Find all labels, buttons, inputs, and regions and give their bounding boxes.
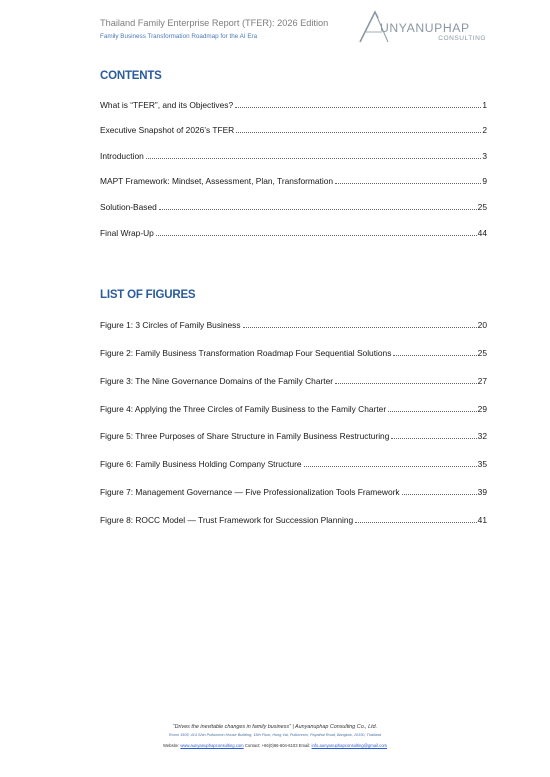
toc-entry-label: Introduction bbox=[100, 150, 144, 161]
figure-entry[interactable] bbox=[100, 330, 487, 358]
figure-entry-label: Figure 5: Three Purposes of Share Structure in Family Business Restructuring bbox=[100, 431, 390, 442]
figure-entry-page-number: 32 bbox=[477, 431, 487, 442]
toc-entry-label: MAPT Framework: Mindset, Assessment, Plan, Transformation bbox=[100, 176, 334, 187]
dot-leader bbox=[146, 158, 482, 159]
company-logo bbox=[358, 10, 490, 44]
figure-entry-page-number: 35 bbox=[477, 459, 487, 470]
toc-entry-page-number: 3 bbox=[482, 150, 487, 161]
dot-leader bbox=[391, 438, 476, 439]
figures-heading: LIST OF FIGURES bbox=[100, 289, 196, 301]
dot-leader bbox=[236, 132, 481, 133]
footer-website-label: Website: bbox=[162, 743, 180, 748]
report-title: Thailand Family Enterprise Report (TFER): 2026 Edition bbox=[100, 18, 329, 28]
figure-entry[interactable] bbox=[100, 414, 487, 442]
figure-entry-label: Figure 4: Applying the Three Circles of Family Business to the Family Charter bbox=[100, 403, 387, 414]
toc-entry[interactable] bbox=[100, 135, 487, 161]
figure-entry-label: Figure 8: ROCC Model — Trust Framework for Succession Planning bbox=[100, 515, 354, 526]
figure-entry-label: Figure 3: The Nine Governance Domains of the Family Charter bbox=[100, 375, 334, 386]
toc-entry-page-number: 25 bbox=[477, 201, 487, 212]
dot-leader bbox=[402, 494, 477, 495]
figure-entry[interactable] bbox=[100, 302, 487, 330]
figure-entry-page-number: 29 bbox=[477, 403, 487, 414]
figure-entry[interactable] bbox=[100, 386, 487, 414]
figure-entry[interactable] bbox=[100, 497, 487, 525]
figure-entry-label: Figure 1: 3 Circles of Family Business bbox=[100, 319, 241, 330]
figure-entry-label: Figure 6: Family Business Holding Company Structure bbox=[100, 459, 302, 470]
toc-entry-label: Executive Snapshot of 2026’s TFER bbox=[100, 125, 235, 136]
dot-leader bbox=[388, 411, 477, 412]
toc-entry[interactable] bbox=[100, 212, 487, 238]
toc-entry[interactable] bbox=[100, 161, 487, 187]
contents-heading: CONTENTS bbox=[100, 70, 162, 82]
dot-leader bbox=[156, 235, 477, 236]
logo-wordmark: UNYANUPHAP bbox=[380, 21, 470, 35]
figure-entry-page-number: 41 bbox=[477, 515, 487, 526]
footer-website-link[interactable]: www.aunyanuphapconsulting.com bbox=[180, 743, 244, 748]
footer-email-link[interactable]: info.aunyanuphapconsulting@gmail.com bbox=[311, 743, 388, 748]
figure-entry-page-number: 39 bbox=[477, 487, 487, 498]
contents-list bbox=[100, 84, 487, 238]
footer-contact-text: Contact: +66(0)66-604-6103 Email: bbox=[244, 743, 311, 748]
figure-entry-page-number: 27 bbox=[477, 375, 487, 386]
figure-entry-label: Figure 2: Family Business Transformation Roadmap Four Sequential Solutions bbox=[100, 347, 392, 358]
logo-tagline: CONSULTING bbox=[438, 35, 486, 42]
report-subtitle: Family Business Transformation Roadmap for the AI Era bbox=[100, 33, 258, 40]
figure-entry-page-number: 20 bbox=[477, 319, 487, 330]
toc-entry[interactable] bbox=[100, 110, 487, 136]
figure-entry[interactable] bbox=[100, 358, 487, 386]
toc-entry-label: What is “TFER”, and its Objectives? bbox=[100, 99, 234, 110]
footer-quote: “Drives the inevitable changes in family business” | Aunyanuphap Consulting Co., Ltd. bbox=[172, 724, 378, 730]
footer-address: Room 1505, 414 Shin Pullumnon House Building, 15th Floor, Hong Vai, Pullumnon, Payathai Road, Bangkok, 10330, Thailand bbox=[168, 733, 382, 737]
figure-entry[interactable] bbox=[100, 469, 487, 497]
dot-leader bbox=[393, 355, 476, 356]
toc-entry-page-number: 44 bbox=[477, 227, 487, 238]
toc-entry-label: Final Wrap-Up bbox=[100, 227, 154, 238]
footer-contact bbox=[0, 743, 550, 748]
toc-entry-page-number: 2 bbox=[482, 125, 487, 136]
dot-leader bbox=[235, 107, 481, 108]
dot-leader bbox=[243, 327, 477, 328]
toc-entry-page-number: 9 bbox=[482, 176, 487, 187]
figure-entry[interactable] bbox=[100, 441, 487, 469]
dot-leader bbox=[159, 209, 477, 210]
dot-leader bbox=[335, 183, 481, 184]
dot-leader bbox=[355, 522, 476, 523]
figures-list bbox=[100, 302, 487, 525]
dot-leader bbox=[335, 383, 477, 384]
figure-entry-label: Figure 7: Management Governance — Five Professionalization Tools Framework bbox=[100, 487, 400, 498]
toc-entry[interactable] bbox=[100, 186, 487, 212]
figure-entry-page-number: 25 bbox=[477, 347, 487, 358]
toc-entry[interactable] bbox=[100, 84, 487, 110]
toc-entry-label: Solution-Based bbox=[100, 201, 157, 212]
dot-leader bbox=[304, 466, 477, 467]
toc-entry-page-number: 1 bbox=[482, 99, 487, 110]
